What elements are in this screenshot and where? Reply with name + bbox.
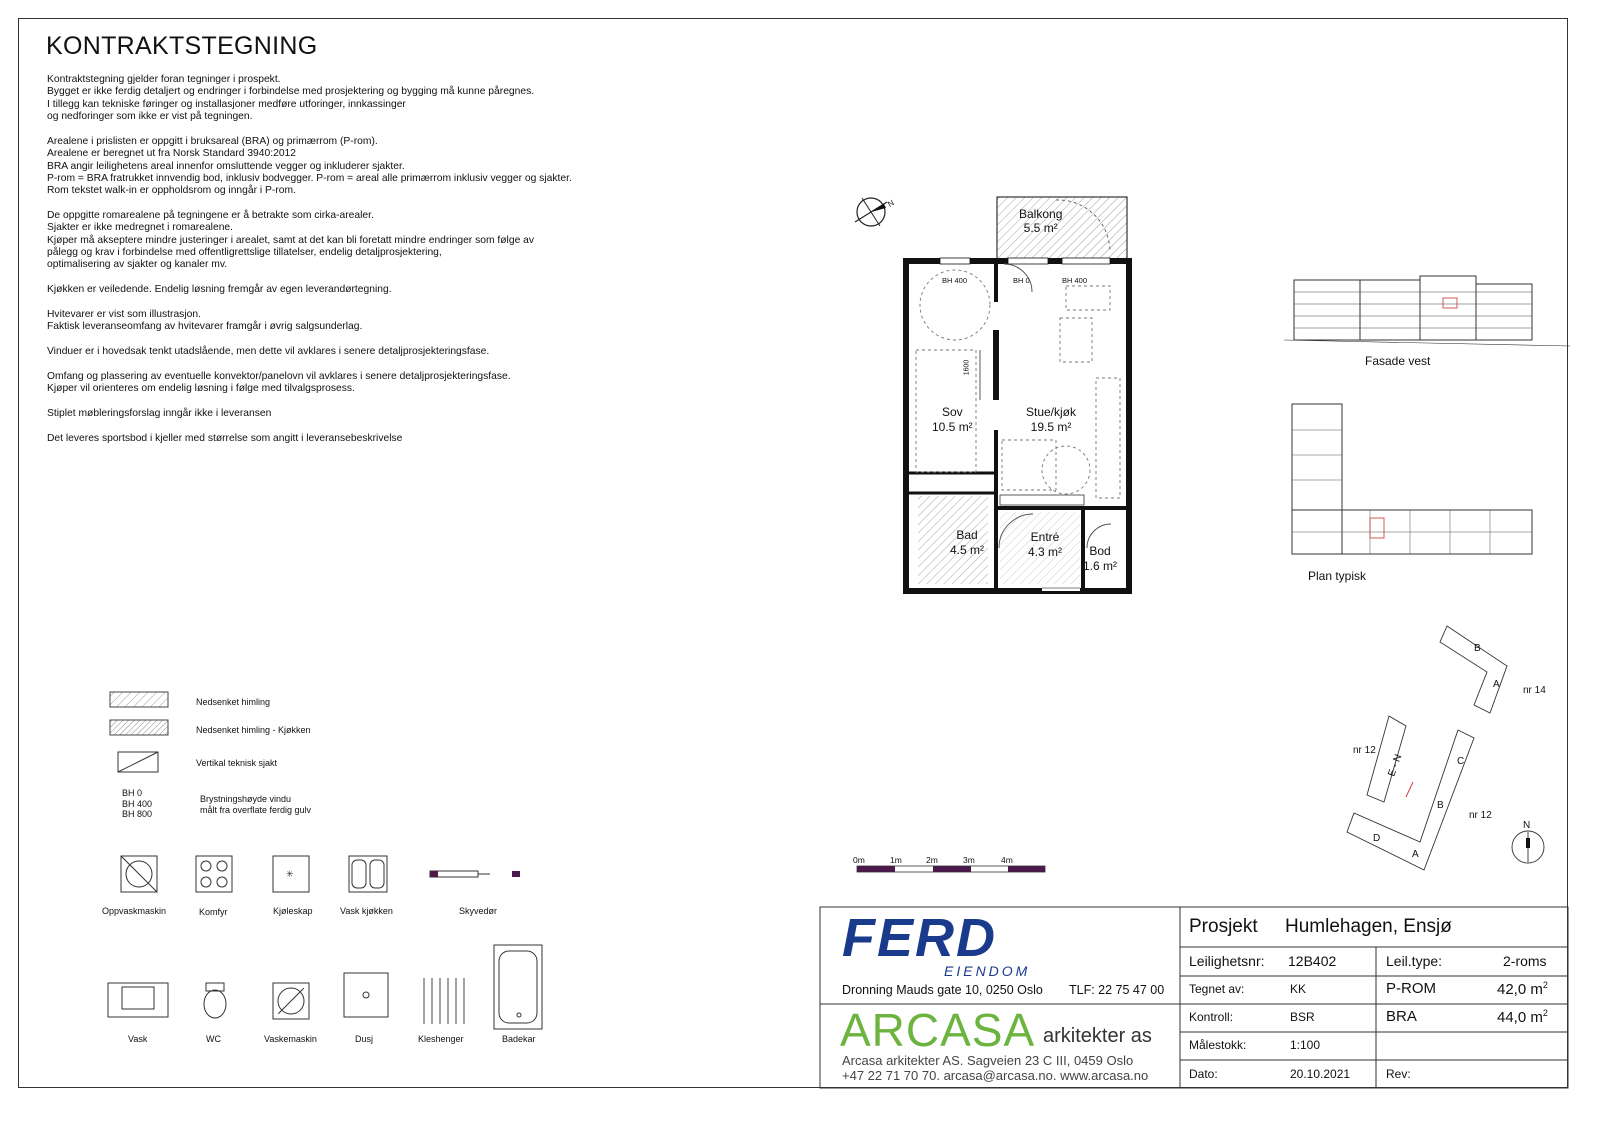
room-bod: Bod 1.6 m² [1083, 544, 1118, 573]
compass-letter: N [886, 198, 896, 209]
site-label-c: C [1457, 756, 1465, 767]
legend-oppvaskmaskin-label: Oppvaskmaskin [102, 906, 167, 916]
note-line: Det leveres sportsbod i kjeller med størrelse som angitt i leveransebeskrivelse [47, 433, 403, 444]
bh-label-3: BH 400 [1062, 276, 1088, 285]
note-line: Hvitevarer er vist som illustrasjon. [47, 309, 201, 320]
dato-value: 20.10.2021 [1290, 1067, 1351, 1081]
prom-label: P-ROM [1386, 980, 1436, 997]
note-line: Kontraktstegning gjelder foran tegninger i prospekt. [47, 74, 281, 85]
note-line: pålegg og krav i forbindelse med offentligrettslige tillatelser, endelig detaljprosjektering, [47, 246, 442, 258]
site-label-nr14: nr 14 [1523, 685, 1546, 696]
legend-kleshenger-label: Kleshenger [418, 1034, 464, 1044]
bra-value: 44,0 $m^2$ [1497, 1008, 1548, 1026]
scale-tick-3: 3m [963, 855, 975, 865]
legend-hatch2-label: Nedsenket himling - Kjøkken [196, 725, 311, 735]
note-line: Omfang og plassering av eventuelle konvektor/panelovn vil avklares i senere detaljprosjekteringsfase. [47, 371, 511, 382]
note-line: I tillegg kan tekniske føringer og installasjoner medføre utforinger, innkassinger [47, 98, 406, 110]
scale-tick-0: 0m [853, 855, 865, 865]
note-line: Arealene er beregnet ut fra Norsk Standard 3940:2012 [47, 148, 297, 160]
ferd-sub: EIENDOM [944, 963, 1031, 979]
note-line: Kjøper må akseptere mindre justeringer i arealet, samt at det kan bli foretatt mindre endringer som følge av [47, 234, 535, 246]
site-label-nr12-right: nr 12 [1469, 810, 1492, 821]
note-line: De oppgitte romarealene på tegningene er å betrakte som cirka-arealer. [47, 210, 374, 221]
site-label-en: E - N [1386, 752, 1405, 779]
leilighetsnr-label: Leilighetsnr: [1189, 953, 1265, 969]
leiltype-label: Leil.type: [1386, 953, 1443, 969]
note-line: Rom tekstet walk-in er oppholdsrom og inngår i P-rom. [47, 185, 296, 197]
tegnet-value: KK [1290, 982, 1307, 996]
bh-label-2: BH 0 [1013, 276, 1030, 285]
malestokk-value: 1:100 [1290, 1038, 1321, 1052]
legend-shaft-label: Vertikal teknisk sjakt [196, 758, 278, 768]
legend-skyvedor-label: Skyvedør [459, 906, 498, 916]
kontroll-value: BSR [1290, 1010, 1315, 1024]
site-label-b-top: B [1474, 643, 1481, 654]
legend-kjoleskap-label: Kjøleskap [273, 906, 313, 916]
legend-symbols [108, 692, 542, 1029]
room-stue-kjokken: Stue/kjøk 19.5 m² [1026, 405, 1077, 434]
svg-text:✳: ✳ [286, 870, 294, 880]
site-label-nr12-left: nr 12 [1353, 745, 1376, 756]
plan-typisk-label: Plan typisk [1308, 569, 1367, 583]
facade-label: Fasade vest [1365, 354, 1431, 368]
scale-tick-4: 4m [1001, 855, 1013, 865]
arcasa-logo: ARCASA [840, 1004, 1036, 1056]
site-label-a-bottom: A [1412, 849, 1419, 860]
note-line: BRA angir leilighetens areal innenfor omsluttende vegger og inkluderer sjakter. [47, 160, 405, 172]
note-line: Sjakter er ikke medregnet i romarealene. [47, 222, 234, 234]
note-line: Arealene i prislisten er oppgitt i bruksareal (BRA) og primærrom (P-rom). [47, 136, 378, 147]
leilighetsnr-value: 12B402 [1288, 953, 1337, 969]
compass-icon [855, 198, 887, 226]
floor-plan [906, 197, 1129, 591]
note-line: Faktisk leveranseomfang av hvitevarer framgår i øvrig salgsunderlag. [47, 321, 363, 333]
site-label-a-top: A [1493, 679, 1500, 690]
kontroll-label: Kontroll: [1189, 1010, 1234, 1024]
note-line: Kjøper vil orienteres om endelig løsning i følge med tilvalgsprosess. [47, 383, 355, 395]
note-line: og nedforinger som ikke er vist på tegningen. [47, 110, 253, 122]
legend-bh-values: BH 0 BH 400 BH 800 [122, 788, 153, 819]
note-line: Bygget er ikke ferdig detaljert og endringer i forbindelse med prosjektering og bygging må kunne påregnes. [47, 86, 535, 98]
dimension-label: 1600 [963, 359, 971, 376]
room-bad: Bad 4.5 m² [950, 528, 985, 557]
note-line: Stiplet møbleringsforslag inngår ikke i leveransen [47, 408, 272, 419]
site-label-b-mid: B [1437, 800, 1444, 811]
page-title: KONTRAKTSTEGNING [46, 32, 318, 60]
legend-bh-desc: Brystningshøyde vindu målt fra overflate ferdig gulv [200, 794, 312, 815]
legend-vask-label: Vask [128, 1034, 148, 1044]
room-balkong: Balkong 5.5 m² [1019, 207, 1063, 235]
legend-vaskemaskin-label: Vaskemaskin [264, 1034, 317, 1044]
rev-label: Rev: [1386, 1067, 1411, 1081]
typical-plan-thumbnail [1292, 404, 1532, 554]
scale-tick-1: 1m [890, 855, 902, 865]
dato-label: Dato: [1189, 1067, 1218, 1081]
note-line: Kjøkken er veiledende. Endelig løsning fremgår av egen leverandørtegning. [47, 284, 392, 295]
scale-bar [857, 866, 1045, 872]
leiltype-value: 2-roms [1503, 953, 1547, 969]
room-sov: Sov 10.5 m² [932, 405, 973, 434]
arcasa-address: Arcasa arkitekter AS. Sagveien 23 C III, 0459 Oslo [842, 1053, 1134, 1068]
legend-badekar-label: Badekar [502, 1034, 536, 1044]
prom-value: 42,0 $m^2$ [1497, 980, 1548, 998]
ferd-phone: TLF: 22 75 47 00 [1069, 983, 1165, 997]
legend-komfyr-label: Komfyr [199, 907, 228, 917]
site-label-d: D [1373, 833, 1381, 844]
north-label: N [1523, 820, 1531, 831]
legend-vask-kjokken-label: Vask kjøkken [340, 906, 393, 916]
bra-label: BRA [1386, 1008, 1417, 1025]
arcasa-contact: +47 22 71 70 70. arcasa@arcasa.no. www.arcasa.no [842, 1068, 1149, 1083]
legend-wc-label: WC [206, 1034, 221, 1044]
prosjekt-value: Humlehagen, Ensjø [1285, 916, 1452, 937]
bh-label-1: BH 400 [942, 276, 968, 285]
tegnet-label: Tegnet av: [1189, 982, 1245, 996]
malestokk-label: Målestokk: [1189, 1038, 1247, 1052]
facade-thumbnail [1284, 276, 1570, 346]
note-line: P-rom = BRA fratrukket innvendig bod, inklusiv bodvegger. P-rom = areal alle primærrom inklusiv vegger og sjakter. [47, 172, 572, 184]
note-line: Vinduer er i hovedsak tenkt utadslående, men dette vil avklares i senere detaljprosjekteringsfase. [47, 346, 490, 357]
prosjekt-label: Prosjekt [1189, 916, 1258, 937]
arcasa-sub: arkitekter as [1043, 1025, 1152, 1047]
scale-tick-2: 2m [926, 855, 938, 865]
room-entre: Entré 4.3 m² [1028, 530, 1063, 559]
ferd-address: Dronning Mauds gate 10, 0250 Oslo [842, 983, 1043, 997]
note-line: optimalisering av sjakter og kanaler mv. [47, 259, 228, 271]
legend-hatch1-label: Nedsenket himling [196, 697, 271, 707]
ferd-logo: FERD [842, 908, 997, 968]
legend-dusj-label: Dusj [355, 1034, 374, 1044]
